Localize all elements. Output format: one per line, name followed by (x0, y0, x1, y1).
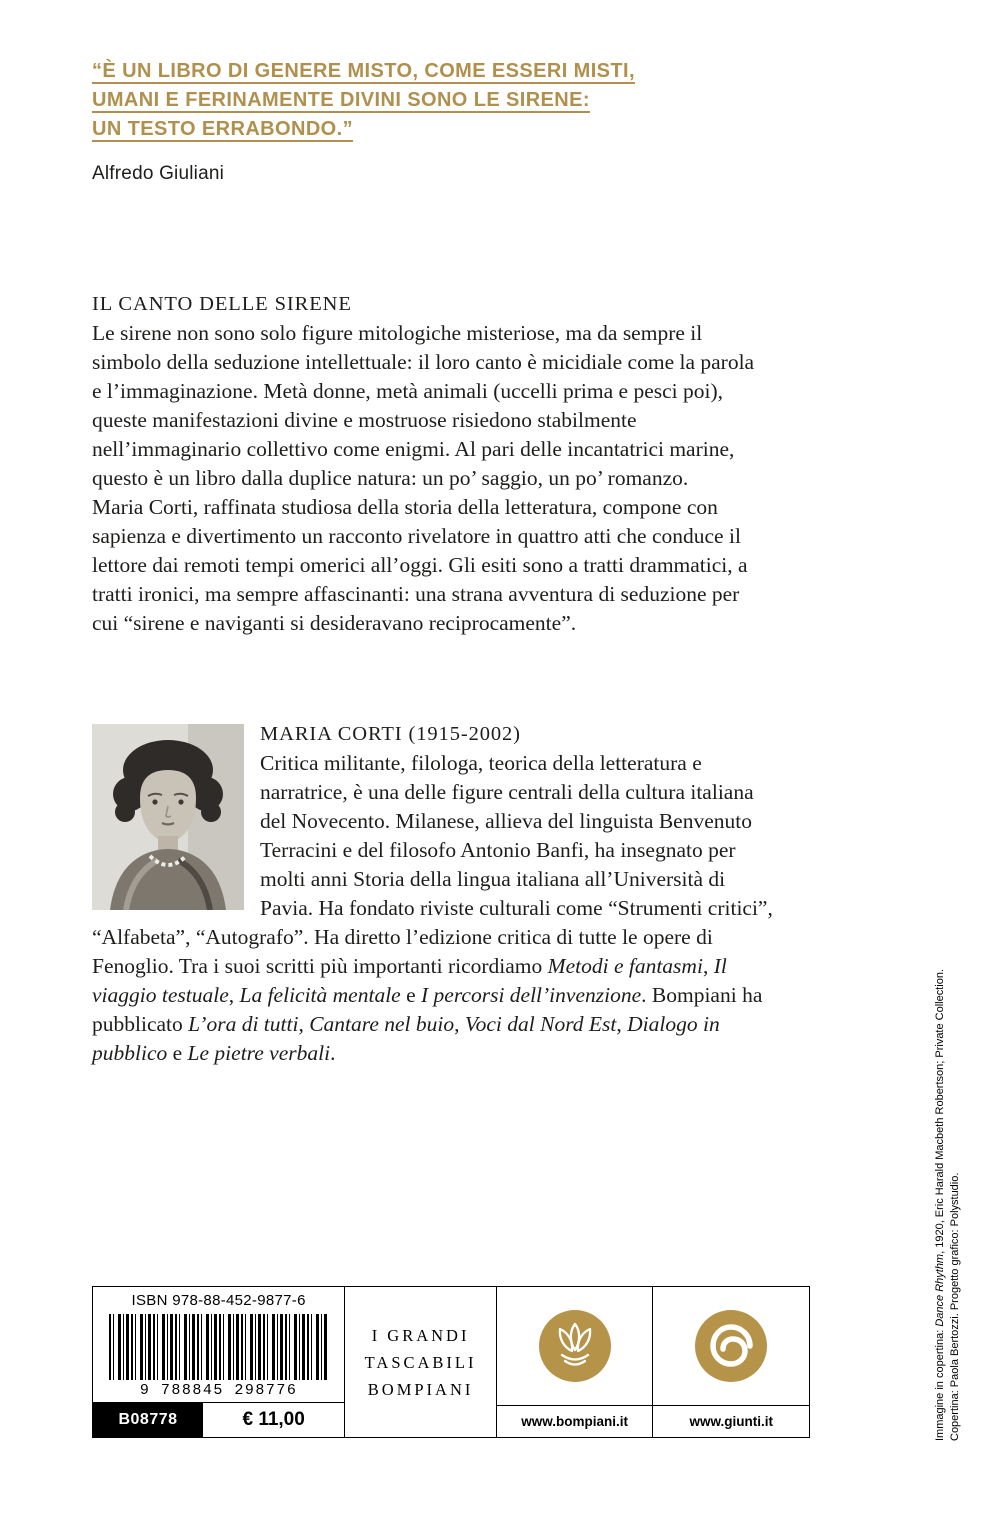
isbn-label: ISBN 978-88-452-9877-6 (131, 1292, 306, 1309)
imprint-section (344, 1287, 496, 1437)
price-row (93, 1402, 344, 1437)
quote-attribution: Alfredo Giuliani (92, 163, 225, 184)
author-photo (92, 724, 244, 910)
bompiani-website: www.bompiani.it (497, 1405, 653, 1437)
author-bio-section (92, 720, 774, 1068)
synopsis-section (92, 290, 764, 638)
bompiani-section (496, 1287, 653, 1437)
barcode (109, 1314, 328, 1380)
giunti-logo-area (653, 1287, 809, 1405)
book-title: IL CANTO DELLE SIRENE (92, 293, 352, 315)
quote-line-1: “È UN LIBRO DI GENERE MISTO, COME ESSERI MISTI, (92, 60, 635, 82)
author-bio-text: Critica militante, filologa, teorica della letteratura e narratrice, è una delle figure centrali della cultura italiana del Novecento. Milanese, allieva del linguista Benvenuto Terracini e del filosofo Antonio Banfi, ha insegnato per molti anni Storia della lingua italiana all’Università di Pavia. Ha fondato riviste culturali come “Strumenti critici”, “Alfabeta”, “Autografo”. Ha diretto l’edizione critica di tutte le opere di Fenoglio. Tra i suoi scritti più importanti ricordiamo Metodi e fantasmi, Il viaggio testuale, La felicità mentale e I percorsi dell’invenzione. Bompiani ha pubblicato L’ora di tutti, Cantare nel buio, Voci dal Nord Est, Dialogo in pubblico e Le pietre verbali. (92, 751, 773, 1065)
imprint-line-1: I GRANDI (371, 1325, 470, 1345)
spine-credits (933, 856, 963, 1441)
credit-line-design: Copertina: Paola Bertozzi. Progetto grafico: Polystudio. (949, 1172, 961, 1441)
credit-line-image: Immagine in copertina: Dance Rhythm, 1920, Eric Harald Macbeth Robertson; Private Collection. (934, 968, 946, 1441)
quote-line-2: UMANI E FERINAMENTE DIVINI SONO LE SIRENE: (92, 89, 590, 111)
synopsis-paragraph-2: Maria Corti, raffinata studiosa della storia della letteratura, compone con sapienza e divertimento un racconto rivelatore in quattro atti che conduce il lettore dai remoti tempi omerici all’oggi. Gli esiti sono a tratti drammatici, a tratti ironici, ma sempre affascinanti: una strana avventura di seduzione per cui “sirene e naviganti si desideravano reciprocamente”. (92, 495, 748, 635)
author-name: MARIA CORTI (1915-2002) (260, 723, 521, 745)
giunti-section (652, 1287, 809, 1437)
synopsis-paragraph-1: Le sirene non sono solo figure mitologiche misteriose, ma da sempre il simbolo della seduzione intellettuale: il loro canto è micidiale come la parola e l’immaginazione. Metà donne, metà animali (uccelli prima e pesci poi), queste manifestazioni divine e mostruose risiedono stabilmente nell’immaginario collettivo come enigmi. Al pari delle incantatrici marine, questo è un libro dalla duplice natura: un po’ saggio, un po’ romanzo. (92, 321, 755, 490)
price: € 11,00 (242, 1409, 305, 1430)
giunti-website: www.giunti.it (653, 1405, 809, 1437)
edition-code: B08778 (93, 1403, 203, 1437)
barcode-digits: 9 788845 298776 (139, 1382, 298, 1399)
bompiani-logo-area (497, 1287, 653, 1405)
giunti-logo-icon (695, 1310, 767, 1382)
cover-quote (92, 57, 802, 188)
footer-bar (92, 1286, 810, 1438)
isbn-barcode-section (93, 1287, 344, 1437)
imprint-line-3: BOMPIANI (367, 1379, 474, 1399)
bompiani-logo-icon (539, 1310, 611, 1382)
quote-line-3: UN TESTO ERRABONDO.” (92, 118, 353, 140)
imprint-line-2: TASCABILI (364, 1352, 477, 1372)
